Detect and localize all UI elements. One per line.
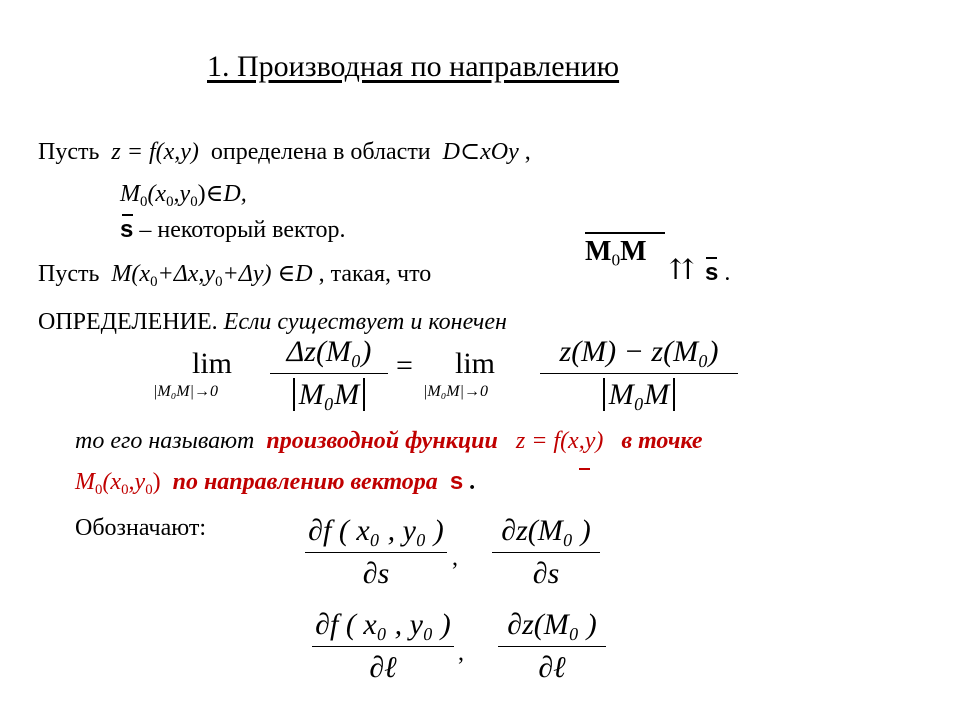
vector-s: s — [705, 259, 719, 286]
domain-text: определена в области — [210, 139, 431, 165]
numerator: z(M) − z(M₀) — [559, 335, 719, 368]
denominator: M₀M — [293, 378, 365, 411]
delta-y-expr: +Δy) — [222, 261, 272, 287]
word-pust: Пусть — [38, 139, 100, 165]
partial-f-over-l — [312, 608, 454, 685]
dot: . — [724, 260, 731, 286]
sub: 0 — [95, 481, 103, 498]
numerator: ∂f ( x₀ , y₀ ) — [308, 514, 444, 547]
close-paren: ) — [152, 469, 161, 495]
denominator: M₀M — [603, 378, 675, 411]
at-point-text: в точке — [621, 428, 703, 454]
vector-bar — [579, 468, 590, 470]
lim-condition-2: |M₀M|→0 — [423, 383, 489, 400]
sub: 0 — [215, 273, 223, 290]
line-point-m0 — [120, 179, 247, 208]
subset-symbol: ⊂ — [460, 139, 481, 165]
then-line-2 — [75, 468, 475, 496]
sub: 0 — [145, 481, 153, 498]
word-pust: Пусть — [38, 261, 100, 287]
delta-x-expr: +Δx,y — [157, 261, 216, 287]
derivative-term: производной функции — [266, 428, 498, 454]
sub: 0 — [166, 193, 174, 210]
vector-s-right — [705, 259, 730, 287]
vector-s: s — [120, 216, 134, 243]
equals-sign: = — [396, 349, 413, 382]
then-line-1 — [75, 428, 703, 455]
set-d: D, — [223, 181, 247, 207]
in-d: ∈D — [277, 261, 313, 287]
direction-text: по направлению вектора — [172, 469, 438, 495]
close-paren: ) — [197, 181, 206, 207]
definition-label: ОПРЕДЕЛЕНИЕ. — [38, 309, 218, 335]
function-expr: z = f(x,y) — [111, 139, 199, 165]
numerator: ∂z(M₀ ) — [507, 608, 597, 641]
page-title: 1. Производная по направлению — [207, 50, 620, 83]
dot: . — [469, 469, 476, 495]
sub: 0 — [140, 193, 148, 210]
m-letter: M — [585, 236, 612, 267]
fraction-z-diff — [540, 335, 738, 412]
sub: 0 — [611, 250, 621, 270]
partial-z-over-l — [498, 608, 606, 685]
fraction-line — [492, 552, 600, 553]
comma-y: ,y — [173, 181, 191, 207]
m0m-vector — [585, 236, 647, 268]
numerator: Δz(M₀) — [286, 335, 372, 368]
partial-f-over-s — [305, 514, 447, 591]
partial-z-over-s — [492, 514, 600, 591]
lim-condition-1: |M₀M|→0 — [153, 383, 219, 400]
m-letter: M — [620, 236, 647, 267]
denominator: ∂ℓ — [538, 651, 566, 684]
line-definition-domain — [38, 137, 531, 166]
m0m-vector-bar — [585, 232, 665, 234]
point-m: M — [120, 181, 140, 207]
vector-text: – некоторый вектор. — [139, 217, 346, 243]
notation-label: Обозначают: — [75, 515, 207, 541]
domain-symbol: D — [442, 139, 460, 165]
fraction-delta-z — [270, 335, 388, 412]
open-x: (x — [147, 181, 167, 207]
comma: , — [524, 139, 531, 165]
fraction-line — [498, 646, 606, 647]
fraction-line — [270, 373, 388, 374]
denominator: ∂s — [362, 557, 390, 590]
definition-line — [38, 309, 507, 336]
vector-s: s — [449, 468, 464, 495]
comma: , — [452, 545, 458, 571]
such-that-text: , такая, что — [318, 261, 432, 287]
point-m: M — [75, 469, 95, 495]
sub: 0 — [150, 273, 158, 290]
definition-text: Если существует и конечен — [223, 309, 507, 335]
element-of-symbol: ∈ — [205, 181, 224, 207]
numerator: ∂z(M₀ ) — [501, 514, 591, 547]
line-point-m — [38, 259, 431, 288]
open-x: (x — [102, 469, 122, 495]
fraction-line — [305, 552, 447, 553]
sub: 0 — [190, 193, 198, 210]
numerator: ∂f ( x₀ , y₀ ) — [315, 608, 451, 641]
point-m-expr: M(x — [111, 261, 151, 287]
comma-y: ,y — [128, 469, 146, 495]
fraction-line — [540, 373, 738, 374]
denominator: ∂ℓ — [369, 651, 397, 684]
denominator: ∂s — [532, 557, 560, 590]
function-expr-red: z = f(x,y) — [515, 428, 604, 454]
comma: , — [458, 640, 464, 666]
fraction-line — [312, 646, 454, 647]
then-text: то его называют — [75, 428, 255, 454]
codirected-arrows-icon: ⇈ — [670, 255, 694, 286]
line-vector-s — [120, 216, 345, 244]
plane-symbol: xOy — [480, 139, 519, 165]
sub: 0 — [121, 481, 129, 498]
lim-word-2: lim — [455, 347, 496, 380]
lim-word-1: lim — [192, 347, 233, 380]
